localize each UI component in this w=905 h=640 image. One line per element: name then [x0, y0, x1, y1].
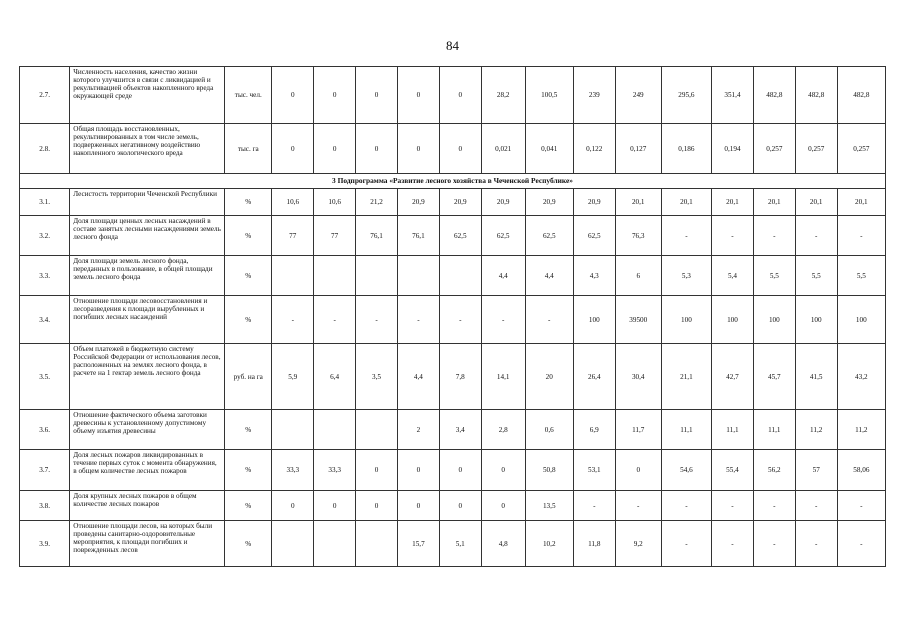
value-cell: 0,021 — [481, 124, 525, 174]
value-cell: 0,186 — [661, 124, 711, 174]
indicators-table — [19, 66, 886, 567]
value-cell: 62,5 — [439, 216, 481, 256]
indicator-name: Доля крупных лесных пожаров в общем количестве лесных пожаров — [70, 491, 225, 521]
value-cell: 0 — [481, 491, 525, 521]
row-number: 2.7. — [20, 67, 70, 124]
value-cell: 10,2 — [525, 521, 573, 567]
value-cell: 5,5 — [795, 256, 837, 296]
value-cell: 62,5 — [573, 216, 615, 256]
value-cell: 33,3 — [314, 450, 356, 491]
value-cell: 0 — [314, 67, 356, 124]
row-number: 3.5. — [20, 344, 70, 410]
value-cell: 0 — [356, 67, 398, 124]
value-cell: 9,2 — [615, 521, 661, 567]
value-cell: 482,8 — [837, 67, 885, 124]
value-cell: 0 — [314, 124, 356, 174]
indicator-name: Доля площади ценных лесных насаждений в составе занятых лесными насаждениями земель лесного фонда — [70, 216, 225, 256]
value-cell: 62,5 — [481, 216, 525, 256]
value-cell: - — [712, 491, 754, 521]
row-number: 3.1. — [20, 189, 70, 216]
value-cell: 100 — [795, 296, 837, 344]
value-cell: 11,2 — [795, 410, 837, 450]
value-cell: 77 — [314, 216, 356, 256]
table-row — [20, 67, 886, 124]
section-title: 3 Подпрограмма «Развитие лесного хозяйства в Чеченской Республике» — [20, 174, 886, 189]
unit-cell: % — [225, 521, 272, 567]
value-cell: - — [753, 521, 795, 567]
value-cell: 20,1 — [712, 189, 754, 216]
value-cell: 56,2 — [753, 450, 795, 491]
value-cell: - — [525, 296, 573, 344]
unit-cell: % — [225, 216, 272, 256]
value-cell: 239 — [573, 67, 615, 124]
value-cell: 20,9 — [481, 189, 525, 216]
value-cell: 0 — [439, 124, 481, 174]
value-cell: 45,7 — [753, 344, 795, 410]
value-cell: 5,4 — [712, 256, 754, 296]
indicator-name: Лесистость территории Чеченской Республики — [70, 189, 225, 216]
row-number: 3.8. — [20, 491, 70, 521]
value-cell: 0 — [272, 491, 314, 521]
indicator-name: Объем платежей в бюджетную систему Российской Федерации от использования лесов, расположенных на землях лесного фонда, в расчете на 1 гектар земель лесного фонда — [70, 344, 225, 410]
value-cell: 21,1 — [661, 344, 711, 410]
value-cell: - — [712, 216, 754, 256]
value-cell: 351,4 — [712, 67, 754, 124]
value-cell: 50,8 — [525, 450, 573, 491]
value-cell: 2,8 — [481, 410, 525, 450]
value-cell: 0 — [314, 491, 356, 521]
page-number: 84 — [446, 38, 459, 53]
table-row — [20, 189, 886, 216]
value-cell: - — [837, 521, 885, 567]
value-cell: - — [356, 296, 398, 344]
value-cell: - — [795, 216, 837, 256]
value-cell: 3,4 — [439, 410, 481, 450]
value-cell — [397, 256, 439, 296]
value-cell: 3,5 — [356, 344, 398, 410]
value-cell: 0,6 — [525, 410, 573, 450]
indicator-name: Отношение площади лесовосстановления и лесоразведения к площади вырубленных и погибших лесных насаждений — [70, 296, 225, 344]
value-cell: - — [712, 521, 754, 567]
value-cell: 11,1 — [661, 410, 711, 450]
value-cell: 14,1 — [481, 344, 525, 410]
value-cell — [439, 256, 481, 296]
value-cell: 100 — [712, 296, 754, 344]
value-cell: 76,1 — [397, 216, 439, 256]
value-cell: 482,8 — [795, 67, 837, 124]
row-number: 3.4. — [20, 296, 70, 344]
table-row — [20, 124, 886, 174]
value-cell: 0,041 — [525, 124, 573, 174]
table-row — [20, 296, 886, 344]
value-cell: 0 — [272, 67, 314, 124]
value-cell: 20,1 — [661, 189, 711, 216]
unit-cell: % — [225, 256, 272, 296]
value-cell — [356, 521, 398, 567]
value-cell — [314, 256, 356, 296]
value-cell: 0 — [615, 450, 661, 491]
indicator-name: Общая площадь восстановленных, рекультивированных в том числе земель, подверженных негативному воздействию накопленного экологического вреда — [70, 124, 225, 174]
row-number: 3.2. — [20, 216, 70, 256]
unit-cell: тыс. га — [225, 124, 272, 174]
value-cell: 5,1 — [439, 521, 481, 567]
value-cell: 43,2 — [837, 344, 885, 410]
value-cell: 6,9 — [573, 410, 615, 450]
row-number: 3.3. — [20, 256, 70, 296]
value-cell — [314, 410, 356, 450]
table-row — [20, 216, 886, 256]
value-cell: 10,6 — [272, 189, 314, 216]
value-cell: - — [837, 491, 885, 521]
value-cell — [272, 521, 314, 567]
value-cell: - — [481, 296, 525, 344]
value-cell: 26,4 — [573, 344, 615, 410]
value-cell: 6,4 — [314, 344, 356, 410]
value-cell: 11,1 — [712, 410, 754, 450]
indicator-name: Отношение фактического объема заготовки древесины к установленному допустимому объему изъятия древесины — [70, 410, 225, 450]
value-cell: 20,9 — [573, 189, 615, 216]
value-cell: 0,194 — [712, 124, 754, 174]
value-cell: 76,3 — [615, 216, 661, 256]
value-cell: 20,9 — [525, 189, 573, 216]
value-cell: 0 — [439, 491, 481, 521]
value-cell: 11,8 — [573, 521, 615, 567]
value-cell: 30,4 — [615, 344, 661, 410]
value-cell: 100,5 — [525, 67, 573, 124]
value-cell: 482,8 — [753, 67, 795, 124]
indicator-name: Численность населения, качество жизни которого улучшится в связи с ликвидацией и рекультивацией объектов накопленного вреда окружающей среде — [70, 67, 225, 124]
value-cell: 0 — [481, 450, 525, 491]
value-cell: 100 — [753, 296, 795, 344]
value-cell: - — [795, 491, 837, 521]
value-cell: 33,3 — [272, 450, 314, 491]
value-cell: 0,257 — [753, 124, 795, 174]
value-cell: 6 — [615, 256, 661, 296]
value-cell: 15,7 — [397, 521, 439, 567]
value-cell: 21,2 — [356, 189, 398, 216]
value-cell: 20,9 — [439, 189, 481, 216]
table-row — [20, 256, 886, 296]
value-cell: 4,4 — [481, 256, 525, 296]
value-cell: 0 — [272, 124, 314, 174]
value-cell: - — [795, 521, 837, 567]
value-cell: - — [661, 521, 711, 567]
unit-cell: % — [225, 296, 272, 344]
row-number: 3.9. — [20, 521, 70, 567]
section-row — [20, 174, 886, 189]
value-cell: 5,9 — [272, 344, 314, 410]
value-cell: - — [753, 491, 795, 521]
value-cell: 7,8 — [439, 344, 481, 410]
value-cell: 5,5 — [753, 256, 795, 296]
unit-cell: % — [225, 491, 272, 521]
unit-cell: % — [225, 450, 272, 491]
value-cell: 54,6 — [661, 450, 711, 491]
value-cell: 42,7 — [712, 344, 754, 410]
value-cell: 76,1 — [356, 216, 398, 256]
value-cell: 41,5 — [795, 344, 837, 410]
value-cell: 4,4 — [525, 256, 573, 296]
value-cell: - — [573, 491, 615, 521]
value-cell: - — [661, 491, 711, 521]
value-cell: 2 — [397, 410, 439, 450]
value-cell: 0 — [397, 67, 439, 124]
unit-cell: % — [225, 410, 272, 450]
value-cell: 0 — [356, 491, 398, 521]
value-cell: 0 — [439, 450, 481, 491]
value-cell: 0 — [397, 491, 439, 521]
value-cell: 20,9 — [397, 189, 439, 216]
indicator-name: Доля площади земель лесного фонда, переданных в пользование, в общей площади земель лесного фонда — [70, 256, 225, 296]
value-cell: 0,257 — [795, 124, 837, 174]
value-cell: 11,1 — [753, 410, 795, 450]
value-cell: 20,1 — [795, 189, 837, 216]
value-cell: - — [753, 216, 795, 256]
value-cell: 100 — [837, 296, 885, 344]
row-number: 2.8. — [20, 124, 70, 174]
value-cell: - — [272, 296, 314, 344]
value-cell: 0,122 — [573, 124, 615, 174]
value-cell — [356, 410, 398, 450]
value-cell: 0,127 — [615, 124, 661, 174]
table-row — [20, 450, 886, 491]
value-cell: 5,3 — [661, 256, 711, 296]
value-cell: 39500 — [615, 296, 661, 344]
value-cell: 0 — [356, 450, 398, 491]
value-cell: 13,5 — [525, 491, 573, 521]
table-row — [20, 344, 886, 410]
value-cell: 295,6 — [661, 67, 711, 124]
unit-cell: руб. на га — [225, 344, 272, 410]
value-cell: 5,5 — [837, 256, 885, 296]
value-cell: 77 — [272, 216, 314, 256]
value-cell: 11,2 — [837, 410, 885, 450]
value-cell: 11,7 — [615, 410, 661, 450]
value-cell: 100 — [661, 296, 711, 344]
value-cell — [314, 521, 356, 567]
value-cell: 4,3 — [573, 256, 615, 296]
value-cell: 20,1 — [753, 189, 795, 216]
table-row — [20, 521, 886, 567]
value-cell: 0 — [356, 124, 398, 174]
value-cell: 0,257 — [837, 124, 885, 174]
value-cell: 0 — [439, 67, 481, 124]
value-cell: - — [314, 296, 356, 344]
row-number: 3.7. — [20, 450, 70, 491]
value-cell: - — [397, 296, 439, 344]
table-row — [20, 491, 886, 521]
value-cell: 20,1 — [615, 189, 661, 216]
unit-cell: % — [225, 189, 272, 216]
value-cell: 0 — [397, 124, 439, 174]
value-cell: 0 — [397, 450, 439, 491]
value-cell: 28,2 — [481, 67, 525, 124]
value-cell: 58,06 — [837, 450, 885, 491]
value-cell: 4,4 — [397, 344, 439, 410]
value-cell — [356, 256, 398, 296]
value-cell — [272, 256, 314, 296]
value-cell: 57 — [795, 450, 837, 491]
indicator-name: Отношение площади лесов, на которых были проведены санитарно-оздоровительные мероприятия, к площади погибших и поврежденных лесов — [70, 521, 225, 567]
value-cell: 100 — [573, 296, 615, 344]
value-cell: 249 — [615, 67, 661, 124]
value-cell: 53,1 — [573, 450, 615, 491]
value-cell: 10,6 — [314, 189, 356, 216]
value-cell: 55,4 — [712, 450, 754, 491]
value-cell: - — [615, 491, 661, 521]
value-cell: - — [837, 216, 885, 256]
unit-cell: тыс. чел. — [225, 67, 272, 124]
value-cell: - — [439, 296, 481, 344]
value-cell: 20 — [525, 344, 573, 410]
value-cell: 62,5 — [525, 216, 573, 256]
value-cell: 20,1 — [837, 189, 885, 216]
indicator-name: Доля лесных пожаров ликвидированных в течение первых суток с момента обнаружения, в общем количестве лесных пожаров — [70, 450, 225, 491]
value-cell: - — [661, 216, 711, 256]
table-row — [20, 410, 886, 450]
value-cell: 4,8 — [481, 521, 525, 567]
value-cell — [272, 410, 314, 450]
row-number: 3.6. — [20, 410, 70, 450]
